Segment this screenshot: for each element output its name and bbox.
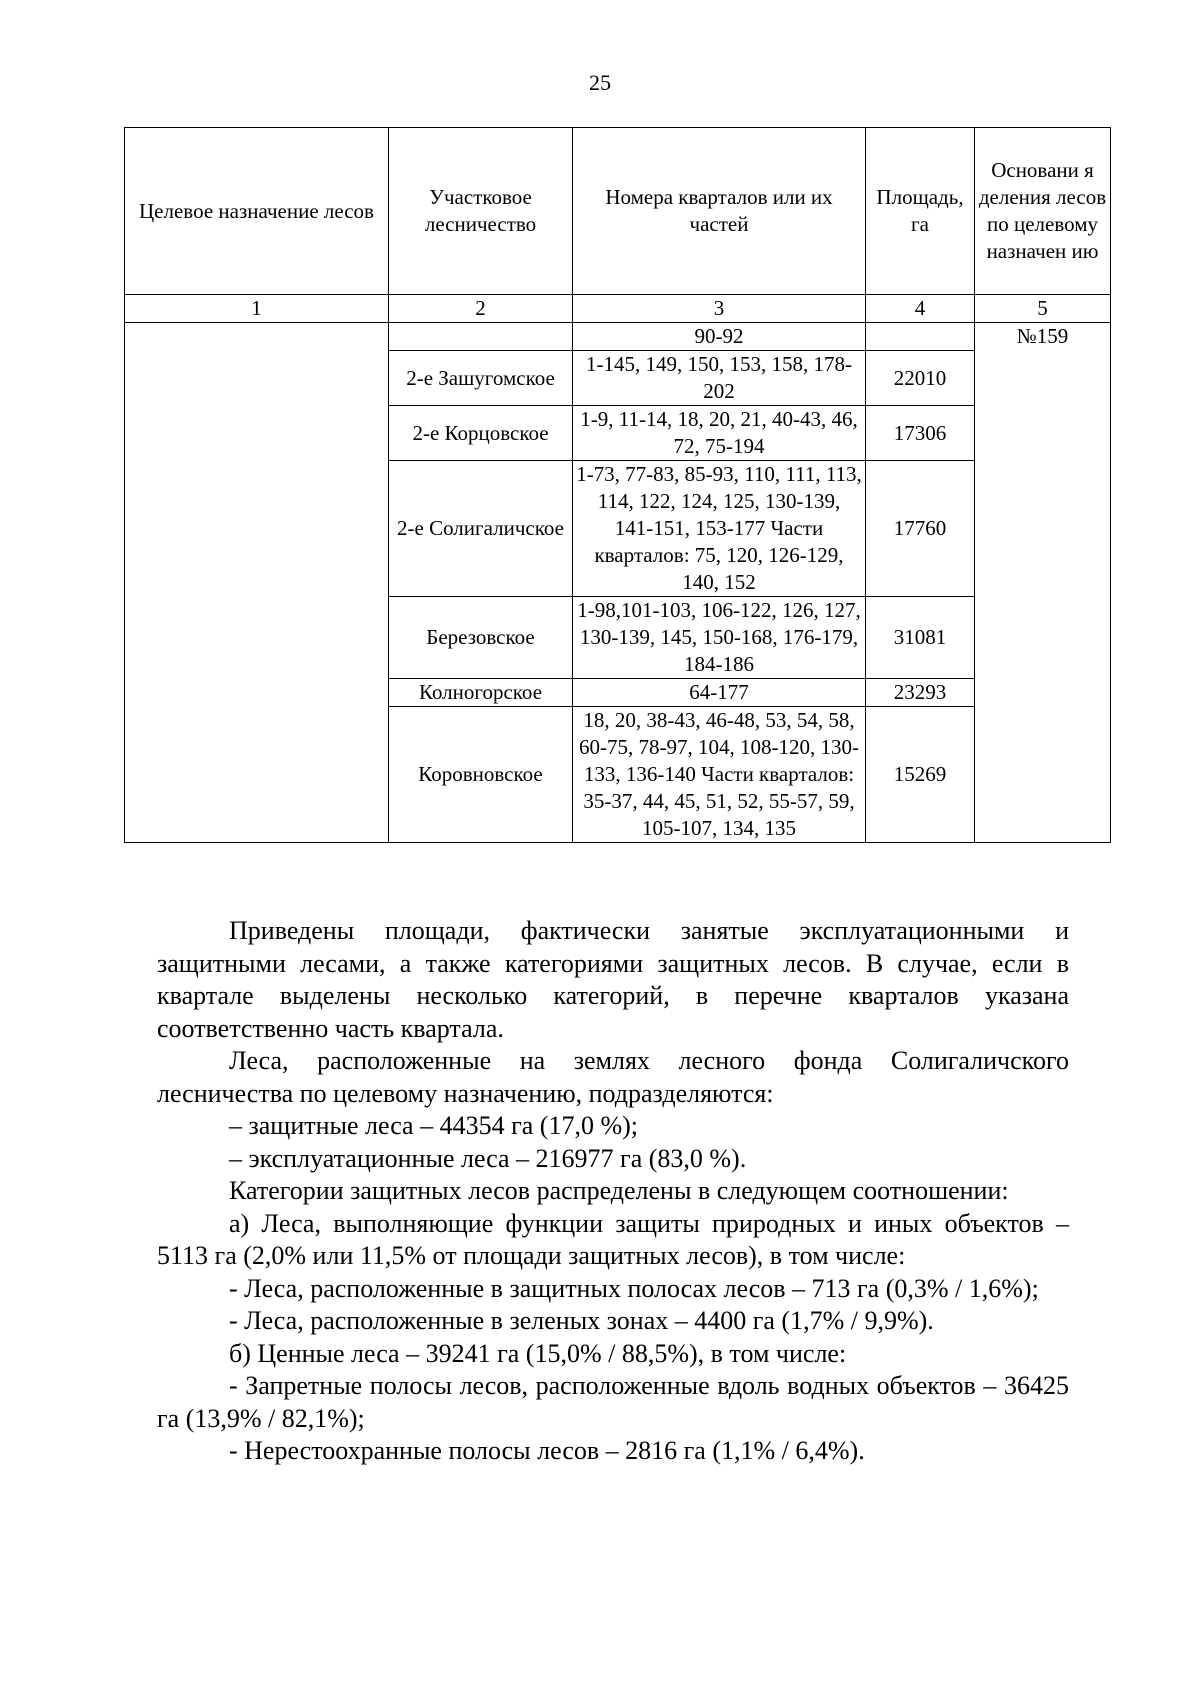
quarters-cell: 90-92 <box>573 323 866 351</box>
column-number: 1 <box>125 295 389 323</box>
page-number: 25 <box>589 70 611 95</box>
basis-cell: №159 <box>975 323 1111 843</box>
forestry-cell: 2-е Солигаличское <box>389 461 573 597</box>
quarters-cell: 1-9, 11-14, 18, 20, 21, 40-43, 46, 72, 75-194 <box>573 406 866 461</box>
area-cell: 15269 <box>866 707 975 843</box>
paragraph: Леса, расположенные на землях лесного фонда Солигаличского лесничества по целевому назначению, подразделяются: <box>157 1046 1069 1108</box>
column-number: 2 <box>389 295 573 323</box>
quarters-cell: 64-177 <box>573 679 866 707</box>
list-item: - Нерестоохранные полосы лесов – 2816 га (1,1% / 6,4%). <box>229 1436 865 1465</box>
forest-purpose-table <box>124 127 1111 843</box>
purpose-cell <box>125 323 389 843</box>
header-quarters: Номера кварталов или их частей <box>573 128 866 295</box>
forestry-cell: Коровновское <box>389 707 573 843</box>
quarters-cell: 1-98,101-103, 106-122, 126, 127, 130-139, 145, 150-168, 176-179, 184-186 <box>573 597 866 679</box>
quarters-cell: 1-145, 149, 150, 153, 158, 178-202 <box>573 351 866 406</box>
quarters-cell: 18, 20, 38-43, 46-48, 53, 54, 58, 60-75, 78-97, 104, 108-120, 130-133, 136-140 Части кварталов: 35-37, 44, 45, 51, 52, 55-57, 59, 105-107, 134, 135 <box>573 707 866 843</box>
column-number: 4 <box>866 295 975 323</box>
header-purpose: Целевое назначение лесов <box>125 128 389 295</box>
header-basis: Основани я деления лесов по целевому назначен ию <box>975 128 1111 295</box>
forestry-cell: 2-е Зашугомское <box>389 351 573 406</box>
column-number: 3 <box>573 295 866 323</box>
area-cell: 17306 <box>866 406 975 461</box>
header-forestry: Участковое лесничество <box>389 128 573 295</box>
column-number: 5 <box>975 295 1111 323</box>
body-text <box>157 915 1069 1468</box>
list-item: - Запретные полосы лесов, расположенные вдоль водных объектов – 36425 га (13,9% / 82,1%); <box>157 1371 1069 1433</box>
list-item: - Леса, расположенные в зеленых зонах – 4400 га (1,7% / 9,9%). <box>229 1306 934 1335</box>
column-number-row <box>125 295 1111 323</box>
list-item: – защитные леса – 44354 га (17,0 %); <box>229 1111 638 1140</box>
forestry-cell: Колногорское <box>389 679 573 707</box>
paragraph: б) Ценные леса – 39241 га (15,0% / 88,5%), в том числе: <box>229 1338 847 1368</box>
paragraph: Категории защитных лесов распределены в следующем соотношении: <box>229 1176 1009 1205</box>
forestry-cell <box>389 323 573 351</box>
area-cell: 22010 <box>866 351 975 406</box>
area-cell: 31081 <box>866 597 975 679</box>
area-cell <box>866 323 975 351</box>
table-header-row <box>125 128 1111 295</box>
paragraph: а) Леса, выполняющие функции защиты природных и иных объектов – 5113 га (2,0% или 11,5% от площади защитных лесов), в том числе: <box>157 1208 1069 1270</box>
paragraph: Приведены площади, фактически занятые эксплуатационными и защитными лесами, а также категориями защитных лесов. В случае, если в квартале выделены несколько категорий, в перечне кварталов указана соответственно часть квартала. <box>157 916 1069 1043</box>
forestry-cell: 2-е Корцовское <box>389 406 573 461</box>
list-item: – эксплуатационные леса – 216977 га (83,0 %). <box>229 1143 747 1173</box>
table-row <box>125 323 1111 351</box>
area-cell: 23293 <box>866 679 975 707</box>
header-area: Площадь, га <box>866 128 975 295</box>
area-cell: 17760 <box>866 461 975 597</box>
forestry-cell: Березовское <box>389 597 573 679</box>
quarters-cell: 1-73, 77-83, 85-93, 110, 111, 113, 114, 122, 124, 125, 130-139, 141-151, 153-177 Части кварталов: 75, 120, 126-129, 140, 152 <box>573 461 866 597</box>
list-item: - Леса, расположенные в защитных полосах лесов – 713 га (0,3% / 1,6%); <box>229 1273 1039 1303</box>
